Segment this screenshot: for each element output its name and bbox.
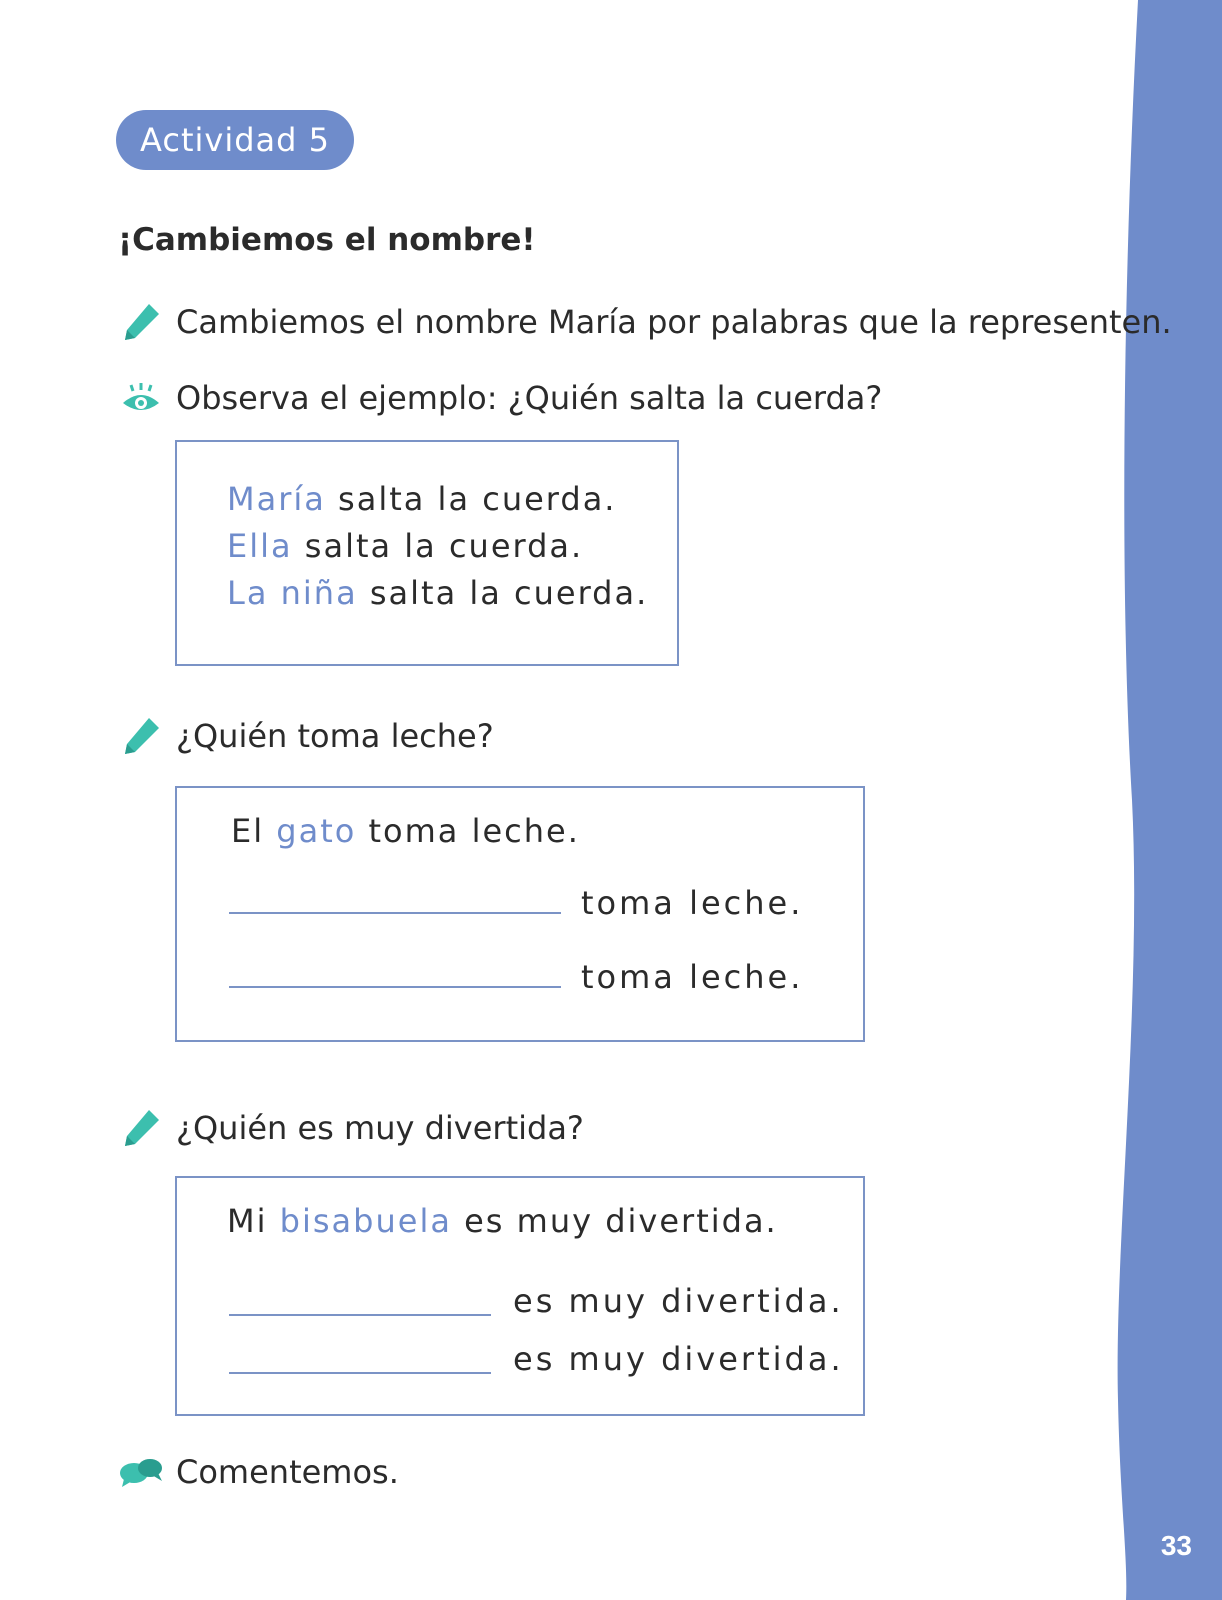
example-line: [227, 480, 616, 518]
instruction-write-text: Cambiemos el nombre María por palabras que la representen.: [176, 303, 1172, 341]
pencil-icon: [118, 299, 164, 345]
speech-bubbles-icon: [118, 1449, 164, 1495]
example-line: [227, 527, 583, 565]
exercise-1-box: [175, 786, 865, 1042]
example-line: [227, 574, 648, 612]
answer-tail: toma leche.: [581, 958, 804, 996]
page-number: 33: [1160, 1530, 1192, 1561]
example-subject: Ella: [227, 527, 293, 565]
exercise-2-question: [118, 1104, 584, 1152]
answer-tail: es muy divertida.: [513, 1282, 844, 1320]
answer-blank[interactable]: [229, 912, 561, 914]
answer-blank[interactable]: [229, 1372, 491, 1374]
discussion-prompt: [118, 1448, 399, 1496]
eye-icon: [118, 375, 164, 421]
instruction-write: [118, 298, 1172, 346]
model-predicate: toma leche.: [356, 812, 580, 850]
model-predicate: es muy divertida.: [451, 1202, 778, 1240]
answer-blank[interactable]: [229, 1314, 491, 1316]
model-prefix: Mi: [227, 1202, 280, 1240]
instruction-observe-text: Observa el ejemplo: ¿Quién salta la cuerda?: [176, 379, 883, 417]
activity-badge: Actividad 5: [116, 110, 354, 170]
exercise-2-question-text: ¿Quién es muy divertida?: [176, 1109, 584, 1147]
pencil-icon: [118, 713, 164, 759]
discussion-text: Comentemos.: [176, 1453, 399, 1491]
page-title: ¡Cambiemos el nombre!: [118, 222, 536, 258]
example-subject: María: [227, 480, 326, 518]
answer-blank[interactable]: [229, 986, 561, 988]
exercise-1-question-text: ¿Quién toma leche?: [176, 717, 494, 755]
example-box: [175, 440, 679, 666]
example-predicate: salta la cuerda.: [357, 574, 649, 612]
example-subject: La niña: [227, 574, 358, 612]
side-band: [1102, 0, 1222, 1600]
instruction-observe: [118, 374, 882, 422]
answer-tail: es muy divertida.: [513, 1340, 844, 1378]
example-predicate: salta la cuerda.: [292, 527, 584, 565]
model-subject: gato: [276, 812, 357, 850]
exercise-2-model: [227, 1202, 778, 1240]
model-subject: bisabuela: [279, 1202, 452, 1240]
pencil-icon: [118, 1105, 164, 1151]
exercise-1-question: [118, 712, 494, 760]
model-prefix: El: [231, 812, 277, 850]
exercise-2-box: [175, 1176, 865, 1416]
answer-tail: toma leche.: [581, 884, 804, 922]
exercise-1-model: [231, 812, 580, 850]
example-predicate: salta la cuerda.: [325, 480, 617, 518]
